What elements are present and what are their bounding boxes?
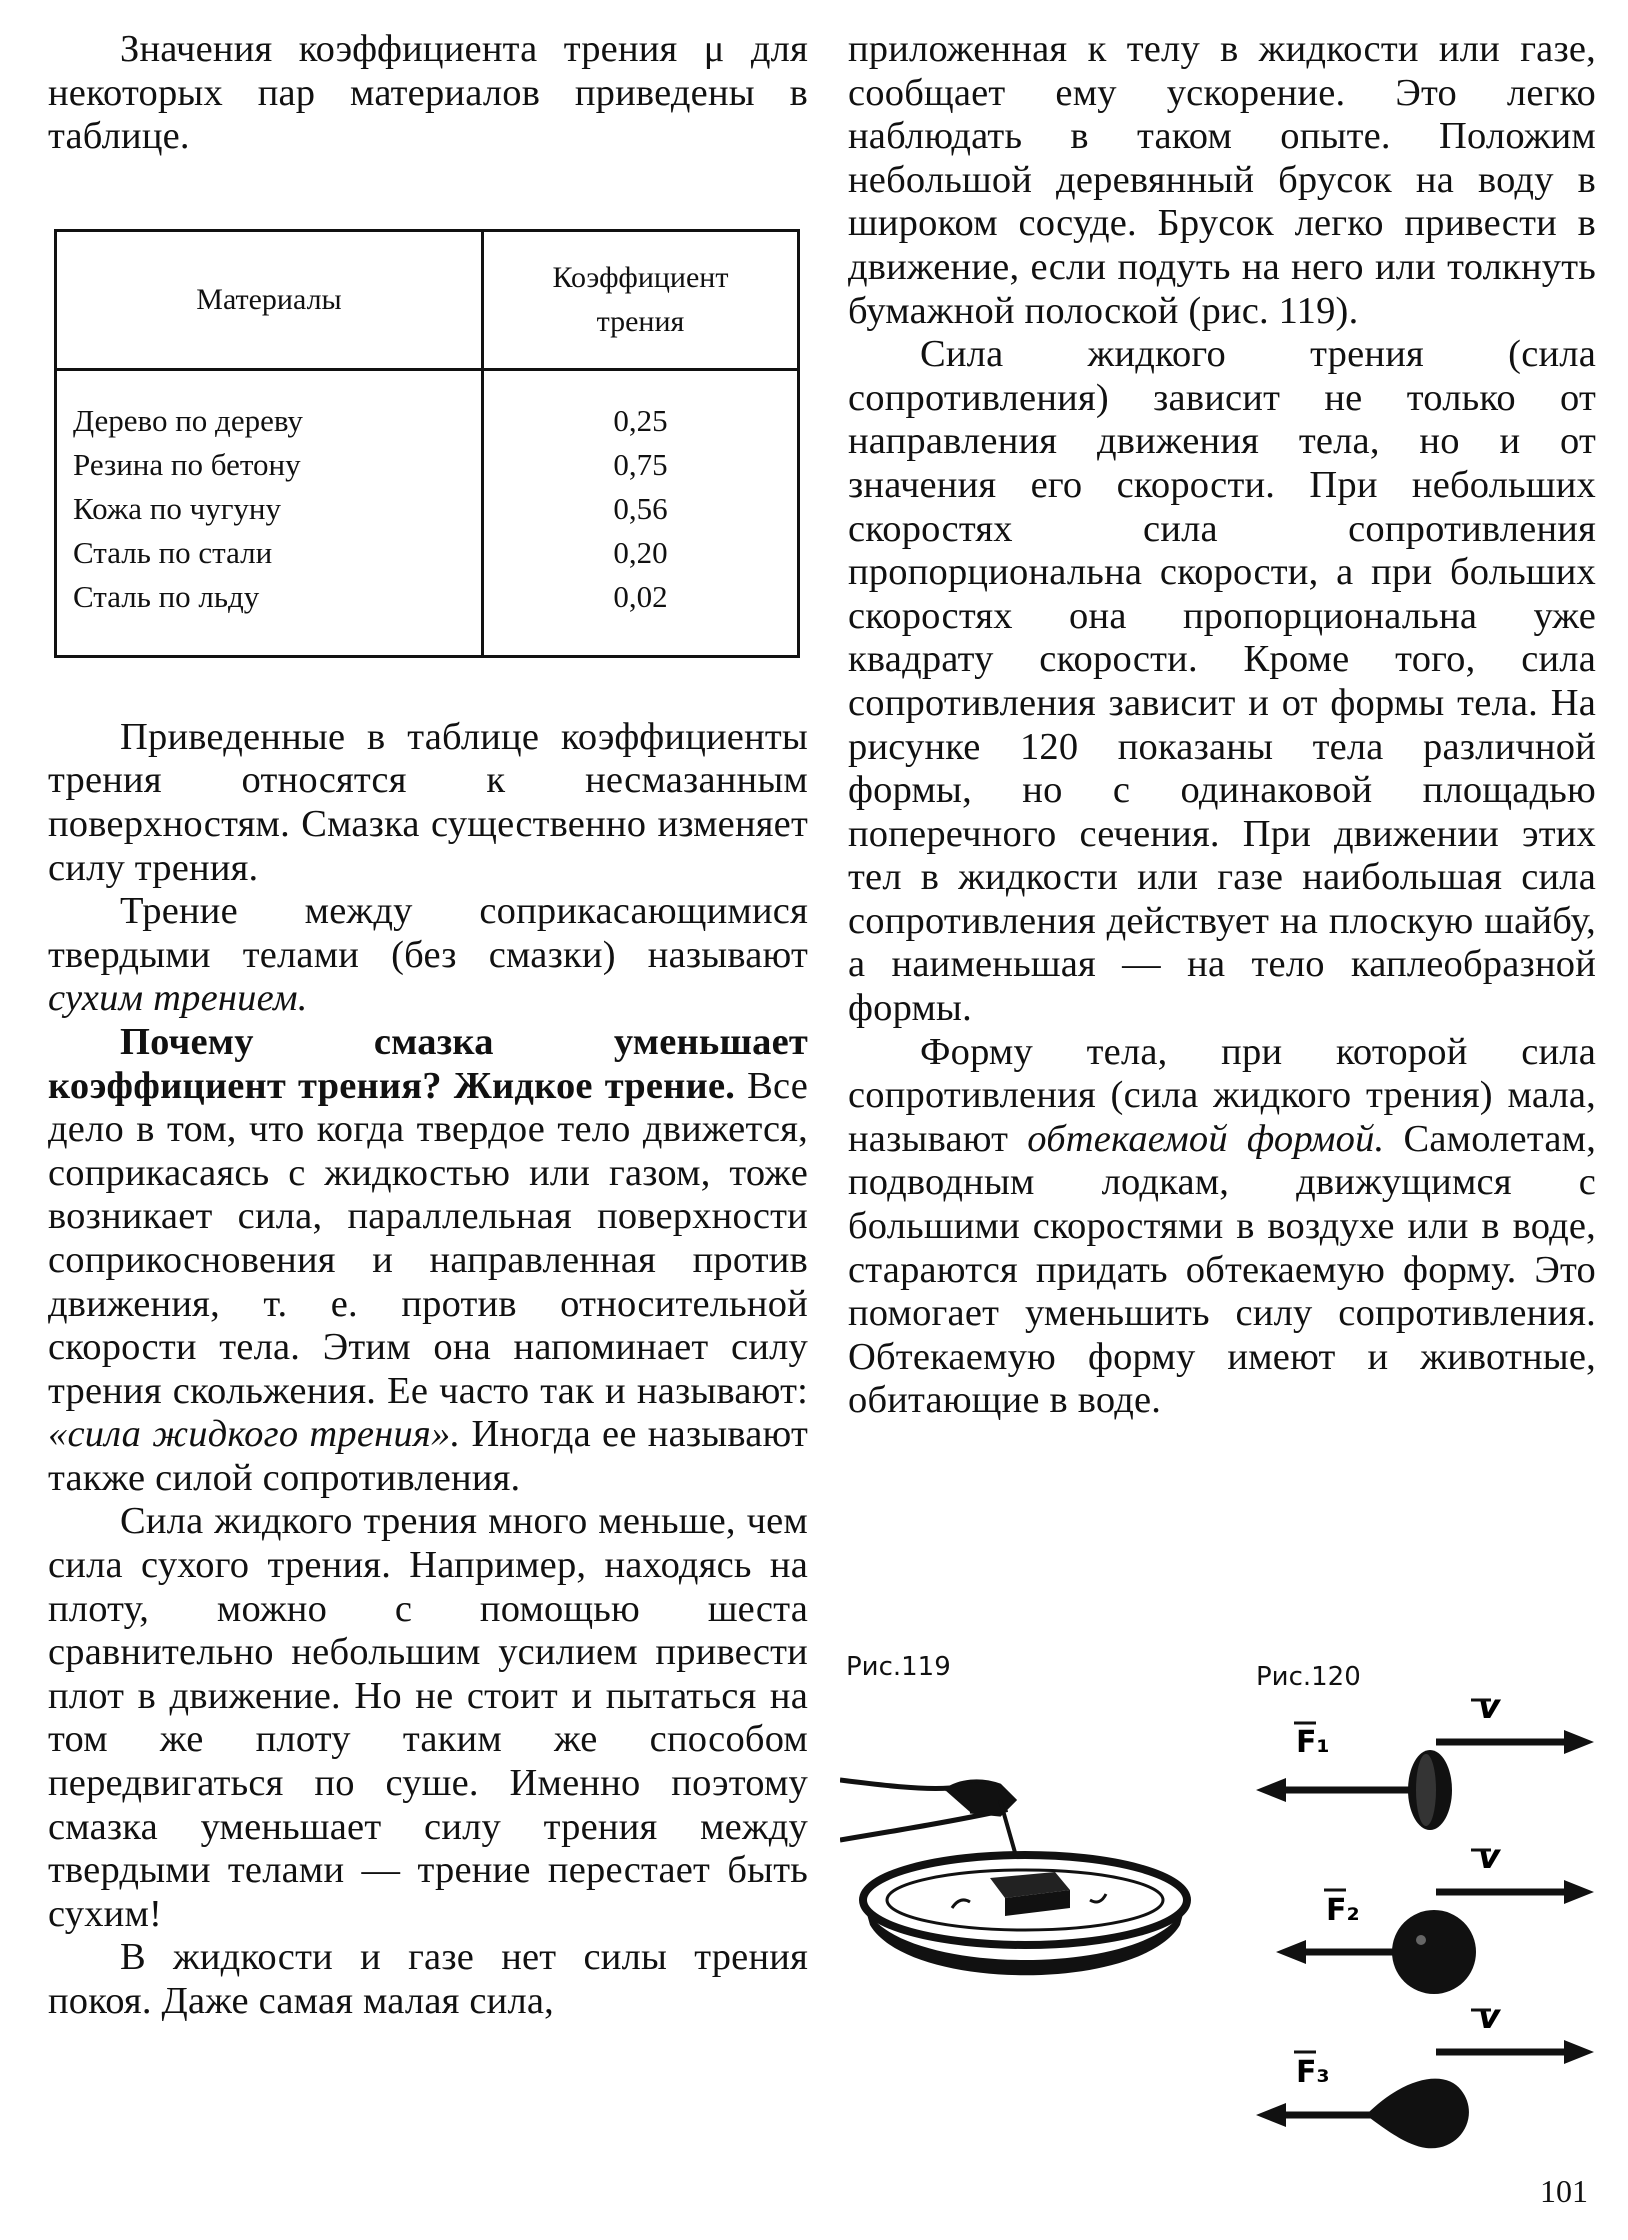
fig120-bodies-illustration	[1256, 1690, 1596, 2150]
materials-cell	[56, 369, 483, 656]
header-coef-line1: Коэффициент	[552, 260, 729, 294]
material-item: Дерево по дереву	[73, 402, 303, 438]
coef-value: 0,25	[613, 402, 668, 438]
paragraph-dry-friction	[48, 890, 808, 1021]
streamlined-term: обтекаемой формой.	[1027, 1117, 1385, 1160]
dry-friction-term: сухим трением.	[48, 977, 308, 1020]
paragraph-lubrication: Приведенные в таблице коэффициенты трения относятся к несмазанным поверхностям. Смазка существенно изменяет силу трения.	[48, 715, 808, 889]
header-materials: Материалы	[56, 230, 483, 369]
force-label-2: F₂	[1326, 1893, 1360, 1928]
velocity-label: v	[1478, 1690, 1501, 1727]
material-item: Кожа по чугуну	[73, 490, 282, 526]
intro-paragraph: Значения коэффициента трения μ для некоторых пар материалов приведены в таблице.	[48, 28, 808, 158]
table-header-row	[56, 230, 799, 369]
coef-value: 0,20	[613, 534, 668, 570]
material-item: Резина по бетону	[73, 446, 301, 482]
values-cell	[483, 369, 799, 656]
streamlined-text: Форму тела, при которой сила сопротивления (сила жидкого трения) мала, называют	[848, 1030, 1596, 1160]
fluid-friction-text: Все дело в том, что когда твердое тело движется, соприкасаясь с жидкостью или газом, тоже возникает сила, параллельная поверхности соприкосновения и направленная против движения, т. е. против относительной скорости тела. Этим она напоминает силу трения скольжения. Ее часто так и называют:	[48, 1064, 808, 1412]
table-body-row	[56, 369, 799, 656]
paragraph-streamlined	[848, 1031, 1596, 1423]
dry-friction-text: Трение между соприкасающимися твердыми телами (без смазки) называют	[48, 890, 808, 976]
coef-value: 0,75	[613, 446, 668, 482]
paragraph-continuation: приложенная к телу в жидкости или газе, сообщает ему ускорение. Это легко наблюдать в таком опыте. Положим небольшой деревянный брусок на воду в широком сосуде. Брусок легко привести в движение, если подуть на него или толкнуть бумажной полоской (рис. 119).	[848, 28, 1596, 332]
material-item: Сталь по стали	[73, 534, 273, 570]
force-label-3: F₃	[1296, 2055, 1330, 2090]
header-coef-line2: трения	[596, 304, 685, 338]
friction-table	[54, 229, 800, 658]
velocity-label: v	[1478, 1997, 1501, 2037]
streamlined-tail: Самолетам, подводным лодкам, движущимся с большими скоростями в воздухе или в воде, стараются придать обтекаемую форму. Это помогает уменьшить силу сопротивления. Обтекаемую форму имеют и животные, обитающие в воде.	[848, 1117, 1597, 1422]
fluid-friction-term: «сила жидкого трения».	[48, 1413, 461, 1456]
coef-value: 0,56	[613, 490, 668, 526]
header-coefficient	[483, 230, 799, 369]
material-item: Сталь по льду	[73, 578, 260, 614]
left-column	[48, 28, 808, 2024]
coef-value: 0,02	[613, 578, 668, 614]
right-column	[848, 28, 1596, 1423]
paragraph-static-friction: В жидкости и газе нет силы трения покоя. Даже самая малая сила,	[48, 1936, 808, 2022]
page-number: 101	[1540, 2173, 1588, 2209]
paragraph-fluid-friction	[48, 1021, 808, 1501]
velocity-label: v	[1478, 1837, 1501, 1877]
paragraph-resistance: Сила жидкого трения (сила сопротивления) зависит не только от направления движения тела, но и от значения его скорости. При небольших скоростях сила сопротивления пропорциональна скорости, а при больших скоростях она пропорциональна уже квадрату скорости. Кроме того, сила сопротивления зависит и от формы тела. На рисунке 120 показаны тела различной формы, но с одинаковой площадью поперечного сечения. При движении этих тел в жидкости или газе наибольшая сила сопротивления действует на плоскую шайбу, а наименьшая — на тело каплеобразной формы.	[848, 333, 1596, 1030]
fluid-friction-tail: Иногда ее называют также силой сопротивления.	[48, 1413, 808, 1499]
force-label-1: F₁	[1296, 1725, 1330, 1760]
fig119-caption: Рис.119	[846, 1652, 951, 1682]
fig120-caption: Рис.120	[1256, 1662, 1361, 1692]
section-heading: Почему смазка уменьшает коэффициент трения? Жидкое трение.	[48, 1020, 808, 1107]
paragraph-raft: Сила жидкого трения много меньше, чем сила сухого трения. Например, находясь на плоту, можно с помощью шеста сравнительно небольшим усилием привести плот в движение. Но не стоит и пытаться на том же плоту таким же способом передвигаться по суше. Именно поэтому смазка уменьшает силу трения между твердыми телами — трение перестает быть сухим!	[48, 1500, 808, 1935]
fig119-bowl-illustration	[840, 1760, 1200, 2000]
